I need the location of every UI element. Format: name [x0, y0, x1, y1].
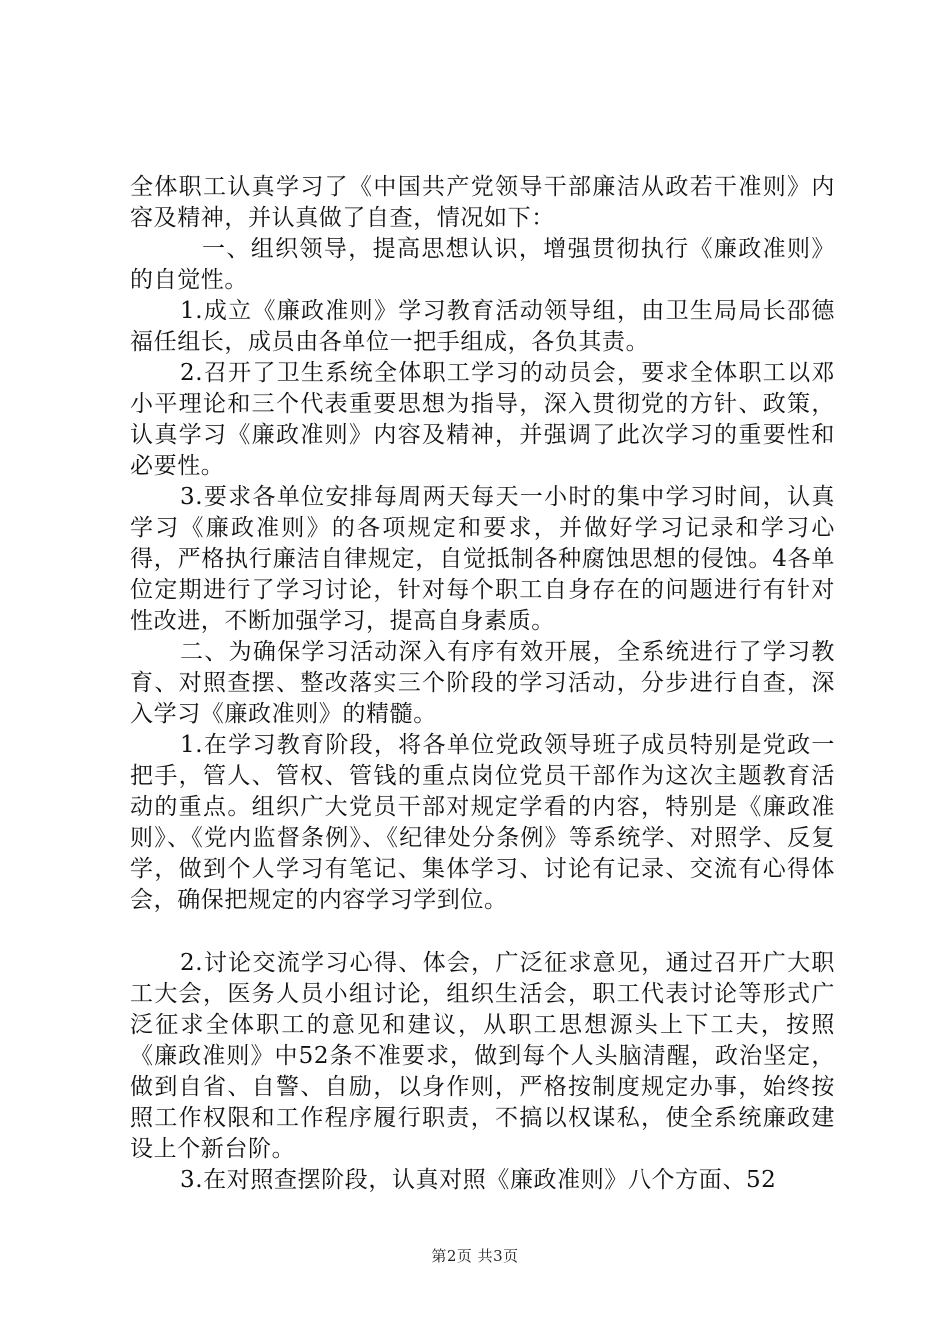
page-number-footer: 第2页 共3页 [431, 1247, 519, 1265]
section-two-item-2: 2.讨论交流学习心得、体会，广泛征求意见，通过召开广大职工大会，医务人员小组讨论，组织生活会，职工代表讨论等形式广泛征求全体职工的意见和建议，从职工思想源头上下工夫，按照《廉政准则》中52条不准要求，做到每个人头脑清醒，政治坚定，做到自省、自警、自励，以身作则，严格按制度规定办事，始终按照工作权限和工作程序履行职责，不搞以权谋私，使全系统廉政建设上个新台阶。 [130, 950, 835, 1162]
section-one-heading: 一、组织领导，提高思想认识，增强贯彻执行《廉政准则》的自觉性。 [130, 236, 835, 293]
section-one-item-2: 2.召开了卫生系统全体职工学习的动员会，要求全体职工以邓小平理论和三个代表重要思想为指导，深入贯彻党的方针、政策，认真学习《廉政准则》内容及精神，并强调了此次学习的重要性和必要性。 [130, 360, 835, 479]
intro-paragraph: 全体职工认真学习了《中国共产党领导干部廉洁从政若干准则》内容及精神，并认真做了自查，情况如下： [130, 174, 835, 231]
section-two-item-3: 3.在对照查摆阶段，认真对照《廉政准则》八个方面、52 [180, 1167, 777, 1193]
section-two-heading: 二、为确保学习活动深入有序有效开展，全系统进行了学习教育、对照查摆、整改落实三个阶段的学习活动，分步进行自查，深入学习《廉政准则》的精髓。 [130, 639, 835, 727]
section-one-item-3: 3.要求各单位安排每周两天每天一小时的集中学习时间，认真学习《廉政准则》的各项规定和要求，并做好学习记录和学习心得，严格执行廉洁自律规定，自觉抵制各种腐蚀思想的侵蚀。4各单位定期进行了学习讨论，针对每个职工自身存在的问题进行有针对性改进，不断加强学习，提高自身素质。 [130, 484, 835, 634]
section-two-item-1: 1.在学习教育阶段，将各单位党政领导班子成员特别是党政一把手，管人、管权、管钱的重点岗位党员干部作为这次主题教育活动的重点。组织广大党员干部对规定学看的内容，特别是《廉政准则》、《党内监督条例》、《纪律处分条例》等系统学、对照学、反复学，做到个人学习有笔记、集体学习、讨论有记录、交流有心得体会，确保把规定的内容学习学到位。 [130, 732, 835, 913]
section-one-item-1: 1.成立《廉政准则》学习教育活动领导组，由卫生局局长邵德福任组长，成员由各单位一把手组成，各负其责。 [130, 298, 835, 355]
document-body [130, 172, 835, 1196]
